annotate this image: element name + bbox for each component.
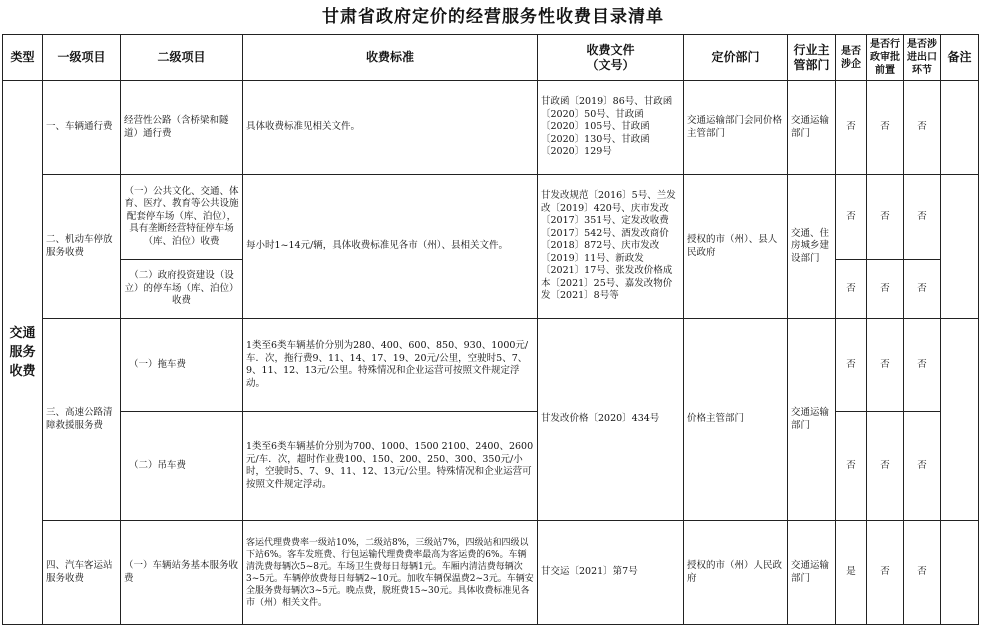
table-row [3, 175, 979, 260]
standard-cell: 每小时1~14元/辆，具体收费标准见各市（州）、县相关文件。 [243, 175, 538, 319]
import-export-cell: 否 [904, 81, 941, 175]
involves-enterprise-cell: 否 [836, 319, 867, 412]
industry-cell: 交通运输部门 [788, 81, 836, 175]
industry-cell: 交通运输部门 [788, 521, 836, 625]
dept-cell: 授权的市（州）、县人民政府 [684, 175, 788, 319]
dept-cell: 价格主管部门 [684, 319, 788, 521]
standard-cell: 客运代理费费率一级站10%，二级站8%，三级站7%，四级站和四级以下站6%。客车发班费、行包运输代理费费率最高为客运费的6%。车辆清洗费每辆次5~8元。车场卫生费每日每辆1元。车厢内清洁费每辆次3~5元。车辆停放费每日每辆2~10元。加收车辆保温费2~3元。车辆安全服务费每辆次3~5元。晚点费，脱班费15~30元。具体收费标准见各市（州）相关文件。 [243, 521, 538, 625]
standard-cell: 1类至6类车辆基价分别为700、1000、1500 2100、2400、2600元/车．次，超时作业费100、150、200、250、300、350元/小时，空驶时5、7、9、11、12、13元/公里。特殊情况和企业运营可按照文件规定浮动。 [243, 412, 538, 521]
involves-enterprise-cell: 否 [836, 81, 867, 175]
header-level2: 二级项目 [121, 35, 243, 81]
import-export-cell: 否 [904, 260, 941, 319]
level2-cell: （一）车辆站务基本服务收费 [121, 521, 243, 625]
level2-cell: 经营性公路（含桥梁和隧道）通行费 [121, 81, 243, 175]
document-cell: 甘政函〔2019〕86号、甘政函〔2020〕50号、甘政函〔2020〕105号、甘政函〔2020〕130号、甘政函〔2020〕129号 [538, 81, 684, 175]
note-cell [941, 319, 979, 521]
import-export-cell: 否 [904, 175, 941, 260]
level2-cell: （一）公共文化、交通、体育、医疗、教育等公共设施配套停车场（库、泊位），具有垄断经营特征停车场（库、泊位）收费 [121, 175, 243, 260]
header-dept: 定价部门 [684, 35, 788, 81]
level1-cell: 三、高速公路清障救援服务费 [43, 319, 121, 521]
level2-cell: （一）拖车费 [121, 319, 243, 412]
category-cell: 交通 服务 收费 [3, 81, 43, 625]
header-document: 收费文件 （文号） [538, 35, 684, 81]
admin-approval-cell: 否 [867, 521, 904, 625]
level1-cell: 二、机动车停放服务收费 [43, 175, 121, 319]
document-cell: 甘发改规范〔2016〕5号、兰发改〔2019〕420号、庆市发改〔2017〕351号、定发改收费〔2017〕542号、酒发改商价〔2018〕872号、庆市发改〔2019〕11号、新政发〔2021〕17号、张发改价格成本〔2021〕25号、嘉发改物价发〔2021〕8号等 [538, 175, 684, 319]
header-involves-enterprise: 是否 涉企 [836, 35, 867, 81]
header-standard: 收费标准 [243, 35, 538, 81]
level2-cell: （二）吊车费 [121, 412, 243, 521]
note-cell [941, 521, 979, 625]
standard-cell: 具体收费标准见相关文件。 [243, 81, 538, 175]
header-admin-approval: 是否行 政审批 前置 [867, 35, 904, 81]
admin-approval-cell: 否 [867, 319, 904, 412]
import-export-cell: 否 [904, 521, 941, 625]
industry-cell: 交通、住房城乡建设部门 [788, 175, 836, 319]
header-note: 备注 [941, 35, 979, 81]
header-level1: 一级项目 [43, 35, 121, 81]
document-cell: 甘发改价格〔2020〕434号 [538, 319, 684, 521]
import-export-cell: 否 [904, 319, 941, 412]
header-type: 类型 [3, 35, 43, 81]
dept-cell: 交通运输部门会同价格主管部门 [684, 81, 788, 175]
industry-cell: 交通运输部门 [788, 319, 836, 521]
header-industry: 行业主 管部门 [788, 35, 836, 81]
header-row [3, 35, 979, 81]
involves-enterprise-cell: 是 [836, 521, 867, 625]
admin-approval-cell: 否 [867, 260, 904, 319]
level2-cell: （二）政府投资建设（设立）的停车场（库、泊位）收费 [121, 260, 243, 319]
header-import-export: 是否涉 进出口 环节 [904, 35, 941, 81]
level1-cell: 四、汽车客运站服务收费 [43, 521, 121, 625]
note-cell [941, 81, 979, 175]
admin-approval-cell: 否 [867, 175, 904, 260]
table-row [3, 81, 979, 175]
involves-enterprise-cell: 否 [836, 412, 867, 521]
involves-enterprise-cell: 否 [836, 175, 867, 260]
import-export-cell: 否 [904, 412, 941, 521]
standard-cell: 1类至6类车辆基价分别为280、400、600、850、930、1000元/车．次，拖行费9、11、14、17、19、20元/公里，空驶时5、7、9、11、12、13元/公里。特殊情况和企业运营可按照文件规定浮动。 [243, 319, 538, 412]
fee-catalog-table [2, 34, 979, 625]
level1-cell: 一、车辆通行费 [43, 81, 121, 175]
note-cell [941, 175, 979, 319]
admin-approval-cell: 否 [867, 81, 904, 175]
admin-approval-cell: 否 [867, 412, 904, 521]
page-title: 甘肃省政府定价的经营服务性收费目录清单 [322, 7, 664, 27]
dept-cell: 授权的市（州）人民政府 [684, 521, 788, 625]
table-row [3, 521, 979, 625]
involves-enterprise-cell: 否 [836, 260, 867, 319]
document-cell: 甘交运〔2021〕第7号 [538, 521, 684, 625]
table-row [3, 319, 979, 412]
